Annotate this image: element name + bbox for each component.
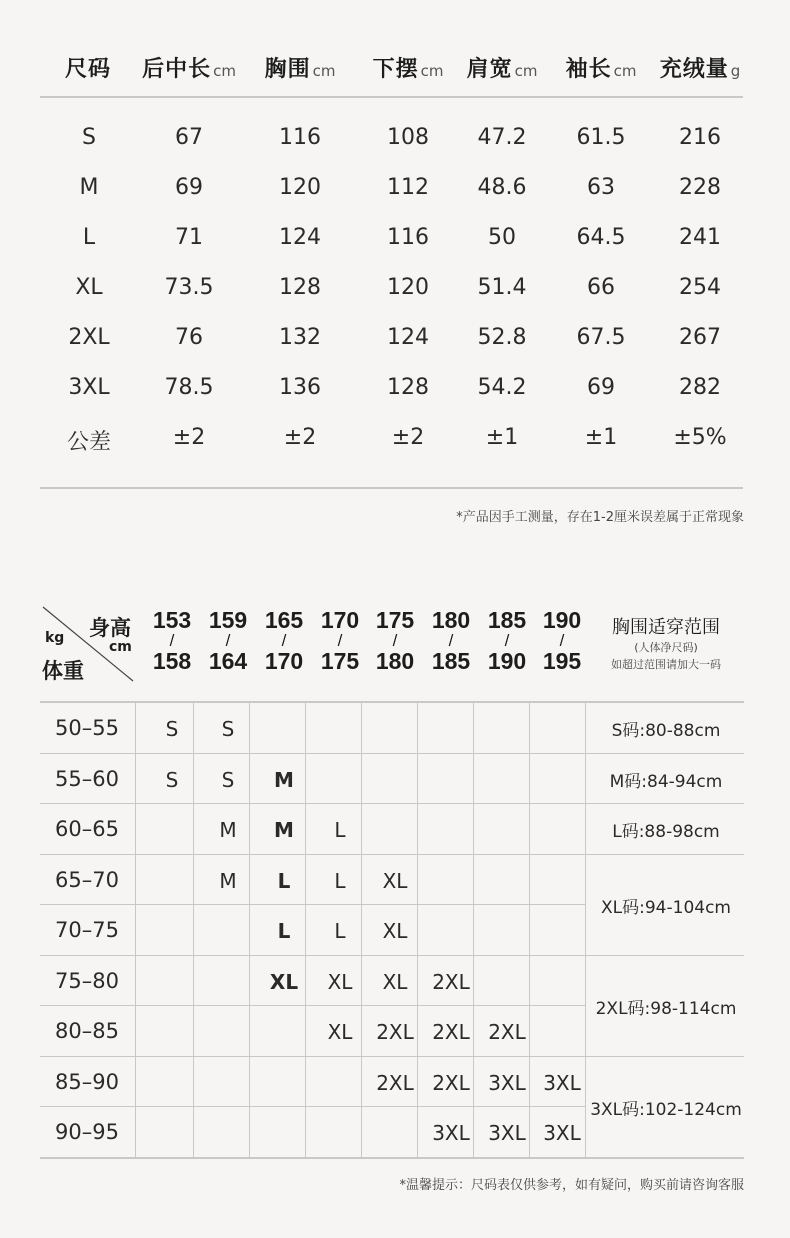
- column-header: [129, 52, 249, 84]
- column-header-unit: cm: [213, 62, 236, 80]
- table-cell: 120: [279, 175, 321, 200]
- weight-range: 50–55: [55, 716, 119, 740]
- table-cell: 120: [387, 275, 429, 300]
- column-header: [240, 52, 360, 84]
- recommended-size: M: [274, 767, 294, 792]
- height-range-header: [257, 608, 311, 673]
- table-cell: 50: [488, 225, 516, 250]
- grid-line: [40, 1157, 744, 1159]
- table-cell: 136: [279, 375, 321, 400]
- recommended-size: 2XL: [376, 1020, 414, 1044]
- table-cell: 241: [679, 225, 721, 250]
- column-header-label: 肩宽: [466, 57, 513, 82]
- weight-range: 90–95: [55, 1120, 119, 1144]
- height-from: 190: [542, 607, 582, 633]
- table-cell: 69: [175, 175, 203, 200]
- bust-range: M码:84-94cm: [609, 771, 723, 792]
- weight-range: 55–60: [55, 766, 119, 791]
- header-divider: [40, 96, 743, 98]
- height-from: 180: [431, 607, 471, 633]
- recommended-size: 3XL: [543, 1070, 581, 1095]
- grid-line: [40, 803, 586, 804]
- table-cell: 124: [387, 325, 429, 350]
- grid-line: [586, 1056, 744, 1057]
- bust-range: XL码:94-104cm: [601, 898, 731, 918]
- table-cell: 51.4: [477, 275, 527, 300]
- height-from: 159: [208, 607, 248, 633]
- grid-line: [40, 1005, 586, 1006]
- weight-range: 70–75: [55, 918, 119, 942]
- table-cell: 67: [175, 125, 203, 150]
- recommended-size: M: [219, 818, 237, 842]
- height-slash: /: [281, 631, 287, 650]
- height-to: 170: [264, 648, 304, 674]
- height-slash: /: [448, 631, 454, 650]
- table-cell: ±2: [283, 425, 317, 450]
- column-header-label: 充绒量: [659, 57, 729, 82]
- column-header-unit: cm: [420, 62, 444, 80]
- recommended-size: L: [334, 818, 346, 842]
- table-cell: 54.2: [477, 375, 527, 400]
- recommended-size: S: [221, 717, 235, 741]
- weight-range: 85–90: [55, 1069, 119, 1094]
- height-to: 180: [375, 648, 415, 674]
- column-header-label: 尺码: [64, 57, 111, 82]
- height-axis-unit: cm: [109, 639, 132, 655]
- height-range-header: [535, 608, 589, 673]
- height-from: 170: [320, 607, 360, 633]
- bust-range-title: 胸围适穿范围: [612, 617, 720, 638]
- table-cell: 128: [279, 275, 321, 300]
- recommended-size: 2XL: [376, 1070, 414, 1095]
- bust-range: 2XL码:98-114cm: [595, 999, 737, 1019]
- recommended-size: L: [277, 868, 291, 893]
- footer-divider: [40, 487, 743, 489]
- recommended-size: XL: [382, 868, 408, 893]
- grid-line: [586, 753, 744, 754]
- size-label: M: [79, 175, 99, 200]
- size-label: 2XL: [68, 325, 110, 350]
- recommended-size: 2XL: [432, 1020, 470, 1044]
- recommended-size: 2XL: [488, 1020, 526, 1044]
- table-cell: 76: [175, 325, 203, 350]
- measurement-note: *产品因手工测量，存在1-2厘米误差属于正常现象: [456, 510, 744, 525]
- table-cell: 69: [587, 375, 615, 400]
- table-cell: ±1: [584, 425, 618, 450]
- table-cell: 116: [387, 225, 429, 250]
- table-cell: 128: [387, 375, 429, 400]
- table-cell: 52.8: [477, 325, 527, 350]
- height-axis-label: 身高: [89, 616, 131, 640]
- weight-range: 75–80: [55, 968, 119, 993]
- column-header-unit: cm: [613, 62, 637, 80]
- table-cell: 63: [587, 175, 615, 200]
- size-label: 公差: [66, 430, 111, 455]
- size-label: 3XL: [68, 375, 110, 400]
- grid-line: [586, 955, 744, 956]
- recommended-size: XL: [382, 919, 408, 943]
- height-range-header: [145, 608, 199, 673]
- table-cell: 267: [679, 325, 721, 350]
- grid-line: [586, 854, 744, 855]
- height-slash: /: [392, 631, 398, 650]
- recommended-size: 2XL: [432, 1070, 470, 1095]
- table-cell: 64.5: [576, 225, 626, 250]
- size-label: S: [82, 125, 96, 150]
- grid-line: [40, 701, 744, 703]
- weight-range: 80–85: [55, 1019, 119, 1043]
- table-cell: 67.5: [576, 325, 626, 350]
- table-cell: ±2: [172, 425, 206, 450]
- table-cell: 71: [175, 225, 203, 250]
- recommended-size: 3XL: [488, 1121, 526, 1145]
- height-to: 175: [320, 648, 360, 674]
- height-range-header: [201, 608, 255, 673]
- recommended-size: S: [165, 767, 179, 792]
- recommended-size: 3XL: [488, 1070, 526, 1095]
- height-range-header: [480, 608, 534, 673]
- height-from: 165: [264, 607, 304, 633]
- height-to: 190: [487, 648, 527, 674]
- table-cell: 254: [679, 275, 721, 300]
- grid-line: [40, 854, 586, 855]
- recommended-size: L: [334, 919, 346, 943]
- table-cell: 216: [679, 125, 721, 150]
- height-slash: /: [225, 631, 231, 650]
- bust-range: S码:80-88cm: [611, 721, 721, 742]
- table-cell: ±5%: [673, 425, 727, 450]
- bust-range-hint: 如超过范围请加大一码: [611, 658, 721, 671]
- recommended-size: S: [165, 717, 179, 741]
- table-cell: 47.2: [477, 125, 527, 150]
- recommended-size: 3XL: [543, 1121, 581, 1145]
- size-tip-note: *温馨提示：尺码表仅供参考，如有疑问，购买前请咨询客服: [399, 1178, 744, 1193]
- recommended-size: M: [274, 818, 294, 842]
- column-header-label: 袖长: [565, 57, 612, 82]
- column-header-unit: g: [730, 62, 741, 80]
- table-cell: 132: [279, 325, 321, 350]
- column-header-label: 后中长: [142, 57, 212, 82]
- weight-range: 65–70: [55, 867, 119, 892]
- column-header-label: 下摆: [372, 57, 419, 82]
- height-range-header: [368, 608, 422, 673]
- height-to: 185: [431, 648, 471, 674]
- grid-line: [40, 1056, 586, 1057]
- bust-range: L码:88-98cm: [612, 822, 720, 843]
- height-range-header: [424, 608, 478, 673]
- table-cell: 61.5: [576, 125, 626, 150]
- table-cell: 48.6: [477, 175, 527, 200]
- recommended-size: L: [334, 868, 346, 893]
- column-header-unit: cm: [514, 62, 538, 80]
- recommended-size: L: [277, 919, 291, 943]
- height-range-header: [313, 608, 367, 673]
- grid-line: [40, 904, 586, 905]
- recommended-size: XL: [269, 969, 299, 994]
- recommended-size: XL: [327, 1020, 353, 1044]
- size-label: L: [82, 225, 96, 250]
- table-cell: 282: [679, 375, 721, 400]
- table-cell: 78.5: [164, 375, 214, 400]
- weight-axis-unit: kg: [45, 630, 65, 646]
- column-header-label: 胸围: [264, 57, 311, 82]
- recommended-size: XL: [327, 969, 353, 994]
- height-from: 175: [375, 607, 415, 633]
- grid-line: [586, 803, 744, 804]
- table-cell: ±2: [391, 425, 425, 450]
- table-cell: 73.5: [164, 275, 214, 300]
- height-slash: /: [337, 631, 343, 650]
- bust-range-subtitle: (人体净尺码): [634, 641, 698, 654]
- height-from: 185: [487, 607, 527, 633]
- table-cell: 124: [279, 225, 321, 250]
- height-slash: /: [559, 631, 565, 650]
- recommended-size: S: [221, 767, 235, 792]
- height-slash: /: [504, 631, 510, 650]
- recommended-size: M: [219, 868, 237, 893]
- table-cell: ±1: [485, 425, 519, 450]
- grid-line: [40, 753, 586, 754]
- recommended-size: XL: [382, 969, 408, 994]
- table-cell: 116: [279, 125, 321, 150]
- size-label: XL: [75, 275, 103, 300]
- height-to: 164: [208, 648, 248, 674]
- column-header: [640, 52, 760, 84]
- grid-line: [40, 1106, 586, 1107]
- table-cell: 108: [387, 125, 429, 150]
- weight-axis-label: 体重: [42, 659, 84, 683]
- grid-line: [40, 955, 586, 956]
- table-cell: 112: [387, 175, 429, 200]
- grid-line: [135, 702, 136, 1157]
- table-cell: 66: [587, 275, 615, 300]
- bust-range: 3XL码:102-124cm: [590, 1100, 742, 1120]
- height-slash: /: [169, 631, 175, 650]
- height-from: 153: [152, 607, 192, 633]
- recommended-size: 3XL: [432, 1121, 470, 1145]
- recommended-size: 2XL: [432, 969, 470, 994]
- table-cell: 228: [679, 175, 721, 200]
- weight-range: 60–65: [55, 817, 119, 841]
- height-to: 158: [152, 648, 192, 674]
- height-to: 195: [542, 648, 582, 674]
- column-header-unit: cm: [312, 62, 336, 80]
